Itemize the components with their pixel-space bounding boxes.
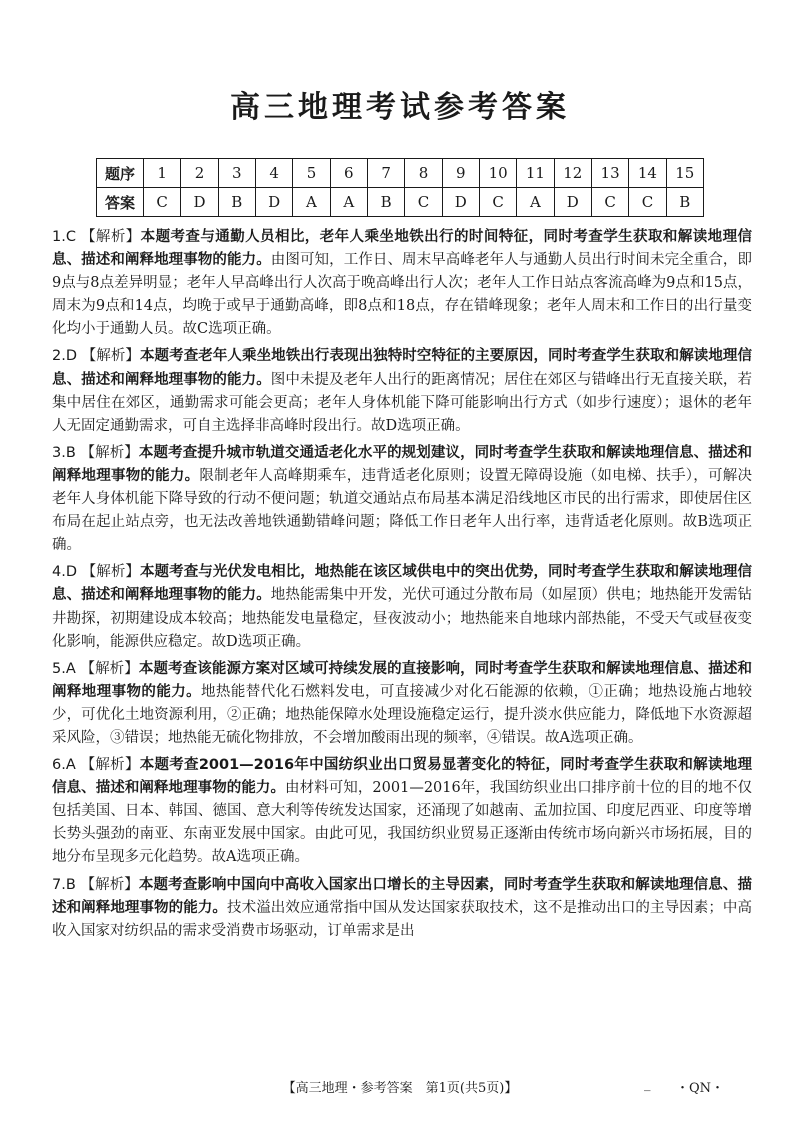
answer-cell: B (666, 188, 703, 217)
explanation-2 (52, 345, 752, 437)
item-lead: 6.A 【解析】 (52, 757, 140, 774)
question-number: 8 (405, 159, 442, 188)
answer-cell: D (554, 188, 591, 217)
question-number: 15 (666, 159, 703, 188)
answer-table (96, 158, 704, 217)
answer-cell: D (442, 188, 479, 217)
answer-cell: C (591, 188, 628, 217)
answer-table-answer-row (97, 188, 704, 217)
item-text: 图中未提及老年人出行的距离情况；居住在郊区与错峰出行无直接关联，若集中居住在郊区，通勤需求可能会更高；老年人身体机能下降可能影响出行方式（如步行速度）；退休的老年人无固定通勤需求，可自主选择非高峰时段出行。故D选项正确。 (52, 371, 753, 434)
item-focus: 本题考查2001—2016年中国纺织业出口贸易显著变化的特征，同时考查学生获取和解读地理信息、描述和阐释地理事物的能力。 (52, 757, 752, 797)
question-number: 13 (591, 159, 628, 188)
question-number: 4 (255, 159, 292, 188)
row-label-number: 题序 (97, 159, 144, 188)
item-lead: 7.B 【解析】 (52, 876, 139, 893)
item-text: 由图可知，工作日、周末早高峰老年人与通勤人员出行时间未完全重合，即9点与8点差异明显；老年人早高峰出行人次高于晚高峰出行人次；老年人工作日站点客流高峰为9点和15点，周末为9点和14点，均晚于或早于通勤高峰，即8点和18点，存在错峰现象；老年人周末和工作日的出行量变化均小于通勤人员。故C选项正确。 (52, 252, 753, 338)
answer-cell: C (629, 188, 666, 217)
item-lead: 3.B 【解析】 (52, 444, 139, 461)
question-number: 2 (181, 159, 218, 188)
answer-cell: C (479, 188, 516, 217)
question-number: 3 (218, 159, 255, 188)
item-lead: 2.D 【解析】 (52, 348, 140, 365)
answer-cell: D (181, 188, 218, 217)
item-focus: 本题考查提升城市轨道交通适老化水平的规划建议，同时考查学生获取和解读地理信息、描述和阐释地理事物的能力。 (52, 444, 752, 484)
page-title: 高三地理考试参考答案 (230, 90, 570, 125)
row-label-answer: 答案 (97, 188, 144, 217)
answer-cell: A (330, 188, 367, 217)
item-focus: 本题考查老年人乘坐地铁出行表现出独特时空特征的主要原因，同时考查学生获取和解读地理信息、描述和阐释地理事物的能力。 (52, 348, 753, 388)
explanation-1 (52, 226, 752, 341)
explanation-7 (52, 874, 752, 943)
answer-table-number-row (97, 159, 704, 188)
footer-code: ・QN・ (676, 1081, 725, 1096)
footer-page-info: 【高三地理・参考答案 第1页(共5页)】 (282, 1081, 518, 1096)
question-number: 5 (293, 159, 330, 188)
item-focus: 本题考查与光伏发电相比，地热能在该区域供电中的突出优势，同时考查学生获取和解读地理信息、描述和阐释地理事物的能力。 (52, 564, 753, 604)
page-footer (0, 1077, 800, 1097)
explanations (52, 226, 752, 947)
item-text: 由材料可知，2001—2016年，我国纺织业出口排序前十位的目的地不仅包括美国、日本、韩国、德国、意大利等传统发达国家，还涌现了如越南、孟加拉国、印度尼西亚、印度等增长势头强劲的南亚、东南亚发展中国家。由此可见，我国纺织业贸易正逐渐由传统市场向新兴市场拓展，目的地分布呈现多元化趋势。故A选项正确。 (52, 780, 752, 866)
answer-cell: B (367, 188, 404, 217)
explanation-3 (52, 442, 752, 557)
item-focus: 本题考查与通勤人员相比，老年人乘坐地铁出行的时间特征，同时考查学生获取和解读地理信息、描述和阐释地理事物的能力。 (52, 229, 752, 269)
explanation-6 (52, 754, 752, 869)
question-number: 14 (629, 159, 666, 188)
item-text: 地热能替代化石燃料发电，可直接减少对化石能源的依赖，①正确；地热设施占地较少，可优化土地资源利用，②正确；地热能保障水处理设施稳定运行，提升淡水供应能力，降低地下水资源超采风险，③错误；地热能无硫化物排放，不会增加酸雨出现的频率，④错误。故A选项正确。 (52, 683, 753, 746)
answer-cell: B (218, 188, 255, 217)
item-text: 技术溢出效应通常指中国从发达国家获取技术，这不是推动出口的主导因素；中高收入国家对纺织品的需求受消费市场驱动，订单需求是出 (52, 899, 753, 939)
answer-cell: D (255, 188, 292, 217)
item-focus: 本题考查影响中国向中高收入国家出口增长的主导因素，同时考查学生获取和解读地理信息、描述和阐释地理事物的能力。 (52, 876, 752, 916)
item-lead: 5.A 【解析】 (52, 660, 139, 677)
question-number: 1 (144, 159, 181, 188)
question-number: 12 (554, 159, 591, 188)
item-text: 限制老年人高峰期乘车，违背适老化原则；设置无障碍设施（如电梯、扶手），可解决老年人身体机能下降导致的行动不便问题；轨道交通站点布局基本满足沿线地区市民的出行需求，即使居住区布局在起止站点旁，也无法改善地铁通勤错峰问题；降低工作日老年人出行率，违背适老化原则。故B选项正确。 (52, 467, 753, 554)
question-number: 11 (517, 159, 554, 188)
question-number: 10 (479, 159, 516, 188)
answer-cell: A (293, 188, 330, 217)
answer-cell: C (405, 188, 442, 217)
question-number: 6 (330, 159, 367, 188)
answer-cell: C (144, 188, 181, 217)
item-lead: 4.D 【解析】 (52, 564, 140, 581)
question-number: 9 (442, 159, 479, 188)
item-text: 地热能需集中开发，光伏可通过分散布局（如屋顶）供电；地热能开发需钻井勘探，初期建设成本较高；地热能发电量稳定，昼夜波动小；地热能来自地球内部热能，不受天气或昼夜变化影响，能源供应稳定。故D选项正确。 (52, 587, 753, 650)
question-number: 7 (367, 159, 404, 188)
footer-dash: _ (644, 1077, 651, 1092)
item-focus: 本题考查该能源方案对区域可持续发展的直接影响，同时考查学生获取和解读地理信息、描述和阐释地理事物的能力。 (52, 660, 752, 700)
explanation-4 (52, 561, 752, 653)
explanation-5 (52, 658, 752, 750)
item-lead: 1.C 【解析】 (52, 229, 141, 245)
answer-cell: A (517, 188, 554, 217)
